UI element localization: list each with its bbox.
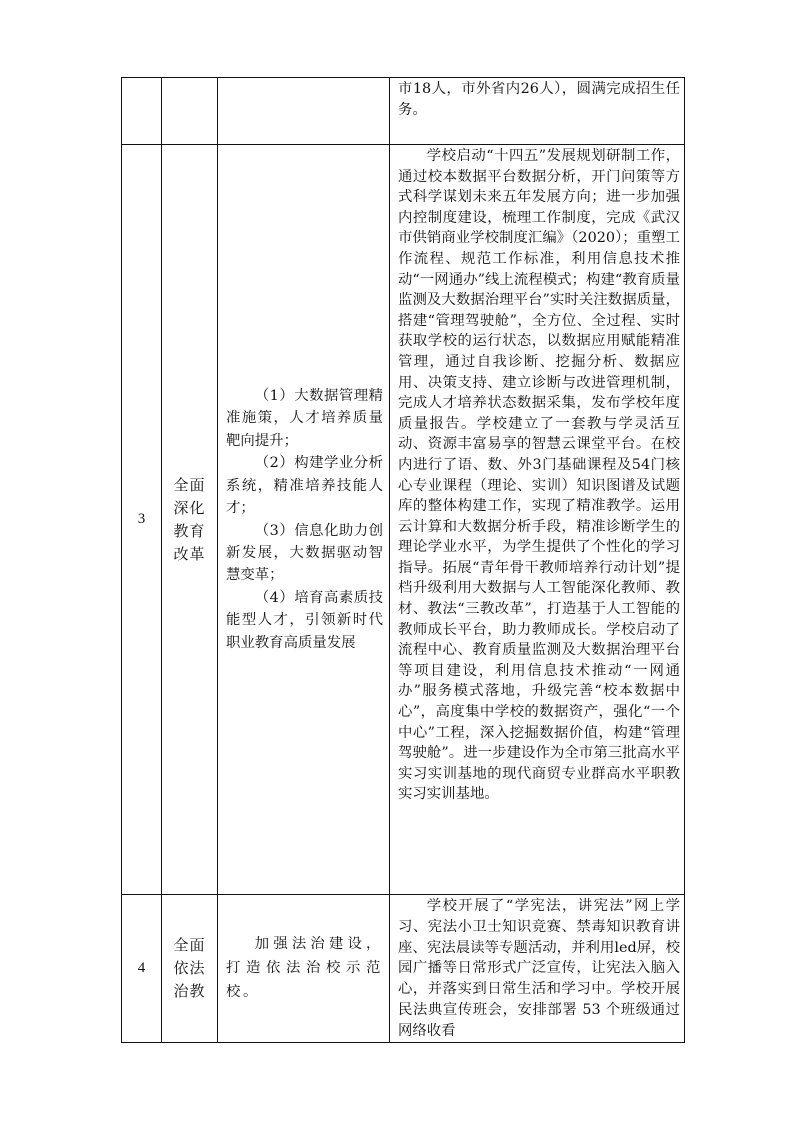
category-line: 改革: [173, 544, 206, 563]
content-paragraph: 学校启动“十四五”发展规划研制工作，通过校本数据平台数据分析，开门问策等方式科学谋划未来五年发展方向；进一步加强内控制度建设，梳理工作制度，完成《武汉市供销商业学校制度汇编》（2020）；重塑工作流程、规范工作标准，利用信息技术推动“一网通办”线上流程模式；构建“教育质量监测及大数据治理平台”实时关注数据质量，搭建“管理驾驶舱”，全方位、全过程、实时获取学校的运行状态，以数据应用赋能精准管理，通过自我诊断、挖掘分析、数据应用、决策支持、建立诊断与改进管理机制，完成人才培养状态数据采集，发布学校年度质量报告。学校建立了一套教与学灵活互动、资源丰富易享的智慧云课堂平台。在校内进行了语、数、外3门基础课程及54门核心专业课程（理论、实训）知识图谱及试题库的整体构建工作，实现了精准教学。运用云计算和大数据分析手段，精准诊断学生的理论学业水平，为学生提供了个性化的学习指导。拓展“青年骨干教师培养行动计划”提档升级利用大数据与人工智能深化教师、教材、教法“三教改革”，打造基于人工智能的教师成长平台，助力教师成长。学校启动了流程中心、教育质量监测及大数据治理平台等项目建设，利用信息技术推动“一网通办”服务模式落地，升级完善“校本数据中心”，高度集中学校的数据资产，强化“一个中心”工程，深入挖掘数据价值，构建“管理驾驶舱”。进一步建设作为全市第三批高水平实习实训基地的现代商贸专业群高水平职教实习实训基地。: [398, 148, 680, 803]
content-cell: [390, 145, 685, 895]
category-line: 治教: [173, 981, 206, 1000]
content-cell: [390, 78, 685, 145]
measure-item: （3）信息化助力创新发展，大数据驱动智慧变革；: [226, 522, 383, 584]
category-line: 教育: [173, 521, 206, 540]
measure-cell: [218, 145, 390, 895]
measure-cell: [218, 78, 390, 145]
measure-item: 加强法治建设，打造依法治校示范校。: [226, 936, 383, 1001]
category-line: 全面: [173, 935, 206, 954]
category-line: 依法: [173, 958, 206, 977]
row-number-cell: 3: [122, 145, 162, 895]
category-cell: [162, 895, 218, 1043]
measure-cell: [218, 895, 390, 1043]
content-paragraph: 市18人，市外省内26人），圆满完成招生任务。: [398, 81, 680, 118]
measure-item: （1）大数据管理精准施策，人才培养质量靶向提升；: [226, 388, 383, 449]
measure-item: （2）构建学业分析系统，精准培养技能人才；: [226, 455, 383, 517]
measure-item: （4）培育高素质技能型人才，引领新时代职业教育高质量发展: [226, 589, 383, 651]
table-row: [122, 78, 685, 145]
table-row: [122, 145, 685, 895]
content-paragraph: 学校开展了“学宪法，讲宪法”网上学习、宪法小卫士知识竞赛、禁毒知识教育讲座、宪法晨读等专题活动，并利用led屏，校园广播等日常形式广泛宣传，让宪法入脑入心，并落实到日常生活和学习中。学校开展民法典宣传班会，安排部署 53 个班级通过网络收看: [398, 898, 680, 1039]
report-table: [121, 77, 685, 1043]
row-number-cell: [122, 78, 162, 145]
category-cell: [162, 145, 218, 895]
row-number-cell: 4: [122, 895, 162, 1043]
table-row: [122, 895, 685, 1043]
category-line: 深化: [173, 498, 206, 517]
category-line: 全面: [173, 475, 206, 494]
category-cell: [162, 78, 218, 145]
content-cell: [390, 895, 685, 1043]
